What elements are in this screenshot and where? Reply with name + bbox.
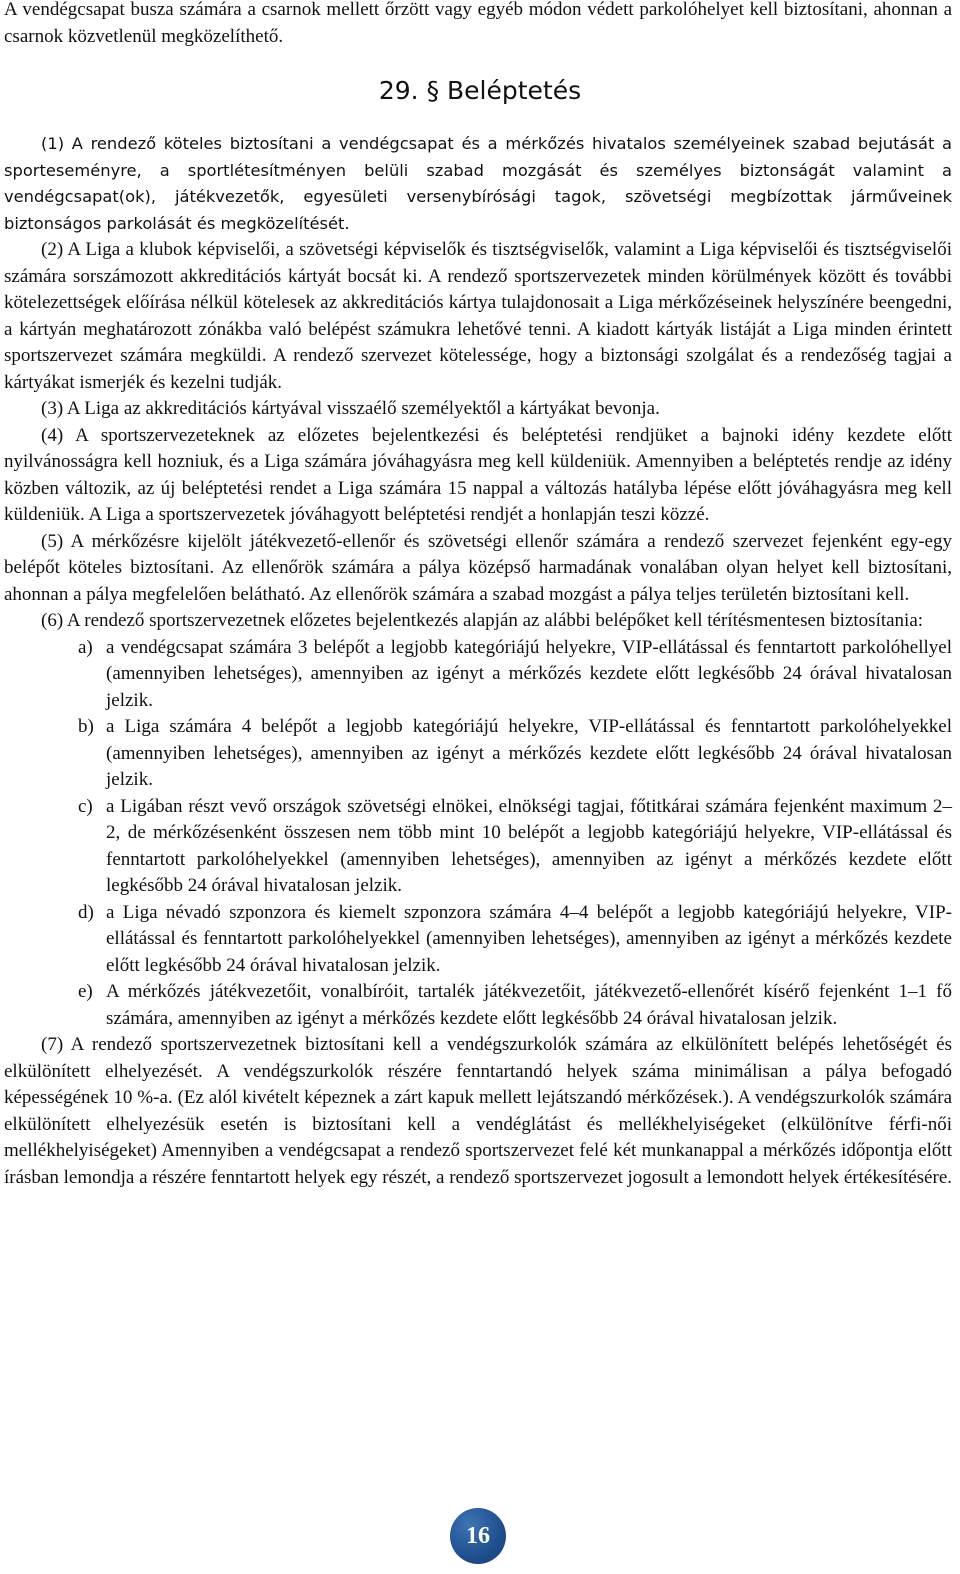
list-item-text: a Liga számára 4 belépőt a legjobb kategóriájú helyekre, VIP-ellátással és fenntartott parkolóhelyekkel (amennyiben lehetséges), amennyiben az igényt a mérkőzés kezdete előtt legkésőbb 24 órával hivatalosan jelzik. [106, 716, 952, 790]
list-item [4, 979, 952, 1032]
section-heading: 29. § Beléptetés [378, 76, 582, 105]
list-item [4, 900, 952, 980]
list-item-letter: d) [78, 901, 94, 923]
list-item-letter: c) [78, 795, 93, 817]
list-item-text: a Ligában részt vevő országok szövetségi elnökei, elnökségi tagjai, főtitkárai számára fejenként maximum 2‒2, de mérkőzésenként összesen nem több mint 10 belépőt a legjobb kategóriájú helyekre, VIP-ellátással és fenntartott parkolóhelyekkel (amennyiben lehetséges), amennyiben az igényt a mérkőzés kezdete előtt legkésőbb 24 órával hivatalosan jelzik. [106, 795, 952, 896]
list-item-letter: a) [78, 636, 93, 658]
list-item [4, 635, 952, 715]
list-item [4, 714, 952, 794]
paragraph-7: (7) A rendező sportszervezetnek biztosítani kell a vendégszurkolók számára az elkülönített belépés lehetőségét és elkülönített elhelyezését. A vendégszurkolók részére fenntartandó helyek száma minimálisan a pálya befogadó képességének 10 %-a. (Ez alól kivételt képeznek a zárt kapuk mellett lejátszandó mérkőzések.). A vendégszurkolók számára elkülönített elhelyezésük esetén is biztosítani kell a vendéglátást és mellékhelyiségeket (elkülönítve férfi-női mellékhelyiségeket) Amennyiben a vendégcsapat a rendező sportszervezet felé két munkanappal a mérkőzés időpontja előtt írásban lemondja a részére fenntartott helyek egy részét, a rendező sportszervezet jogosult a lemondott helyek értékesítésére. [4, 1034, 953, 1188]
paragraph-1: (1) A rendező köteles biztosítani a vendégcsapat és a mérkőzés hivatalos személyeinek szabad bejutását a sporteseményre, a sportlétesítményen belüli szabad mozgását és személyes biztonságát valamint a vendégcsapat(ok), játékvezetők, egyesületi versenybírósági tagok, szövetségi megbízottak járműveinek biztonságos parkolását és megközelítését. [4, 134, 952, 233]
page-number-badge [450, 1508, 506, 1564]
paragraph-4: (4) A sportszervezeteknek az előzetes bejelentkezési és beléptetési rendjüket a bajnoki idény kezdete előtt nyilvánosságra kell hozniuk, és a Liga számára jóváhagyásra meg kell küldeniük. Amennyiben a beléptetés rendje az idény közben változik, az új beléptetési rendet a Liga számára 15 nappal a változás hatályba lépése előtt jóváhagyásra meg kell küldeniük. A Liga a sportszervezetek jóváhagyott beléptetési rendjét a honlapján teszi közzé. [4, 424, 952, 525]
section-body [4, 131, 952, 1191]
list-item-letter: b) [78, 716, 94, 737]
list-item-text: a vendégcsapat számára 3 belépőt a legjobb kategóriájú helyekre, VIP-ellátással és fenntartott parkolóhellyel (amennyiben lehetséges), amennyiben az igényt a mérkőzés kezdete előtt legkésőbb 24 órával hivatalosan jelzik. [106, 636, 952, 711]
top-paragraph: A vendégcsapat busza számára a csarnok mellett őrzött vagy egyéb módon védett parkolóhelyet kell biztosítani, ahonnan a csarnok közvetlenül megközelíthető. [4, 0, 952, 47]
list-item-text: A mérkőzés játékvezetőit, vonalbíróit, tartalék játékvezetőit, játékvezető-ellenőrét kísérő fejenként 1‒1 fő számára, amennyiben az igényt a mérkőzés kezdete előtt legkésőbb 24 órával hivatalosan jelzik. [106, 981, 952, 1029]
paragraph-6-intro: (6) A rendező sportszervezetnek előzetes bejelentkezés alapján az alábbi belépőket kell térítésmentesen biztosítania: [41, 610, 924, 631]
paragraph-2: (2) A Liga a klubok képviselői, a szövetségi képviselők és tisztségviselők, valamint a Liga képviselői és tisztségviselői számára sorszámozott akkreditációs kártyát bocsát ki. A rendező sportszervezetek minden körülmények között és további kötelezettségek előírása nélkül kötelesek az akkreditációs kártya tulajdonosait a Liga mérkőzéseinek helyszínére beengedni, a kártyán meghatározott zónákba való belépést számukra lehetővé tenni. A kiadott kártyák listáját a Liga minden érintett sportszervezet számára megküldi. A rendező szervezet kötelessége, hogy a biztonsági szolgálat és a rendezőség tagjai a kártyákat ismerjék és kezelni tudják. [4, 239, 952, 393]
paragraph-5: (5) A mérkőzésre kijelölt játékvezető-ellenőr és szövetségi ellenőr számára a rendező szervezet fejenként egy-egy belépőt köteles biztosítani. Az ellenőrök számára a pálya középső harmadának vonalában olyan helyet kell biztosítani, ahonnan a pálya megfelelően belátható. Az ellenőrök számára a szabad mozgást a pálya teljes területén biztosítani kell. [4, 530, 952, 605]
list-item-letter: e) [78, 981, 93, 1002]
list-item [4, 794, 952, 900]
page-number: 16 [466, 1522, 490, 1549]
list-item-text: a Liga névadó szponzora és kiemelt szponzora számára 4‒4 belépőt a legjobb kategóriájú helyekre, VIP-ellátással és fenntartott parkolóhelyekkel (amennyiben lehetséges), amennyiben az igényt a mérkőzés kezdete előtt legkésőbb 24 órával hivatalosan jelzik. [106, 901, 952, 976]
paragraph-3: (3) A Liga az akkreditációs kártyával visszaélő személyektől a kártyákat bevonja. [41, 398, 660, 419]
paragraph-6-list [4, 635, 952, 1033]
